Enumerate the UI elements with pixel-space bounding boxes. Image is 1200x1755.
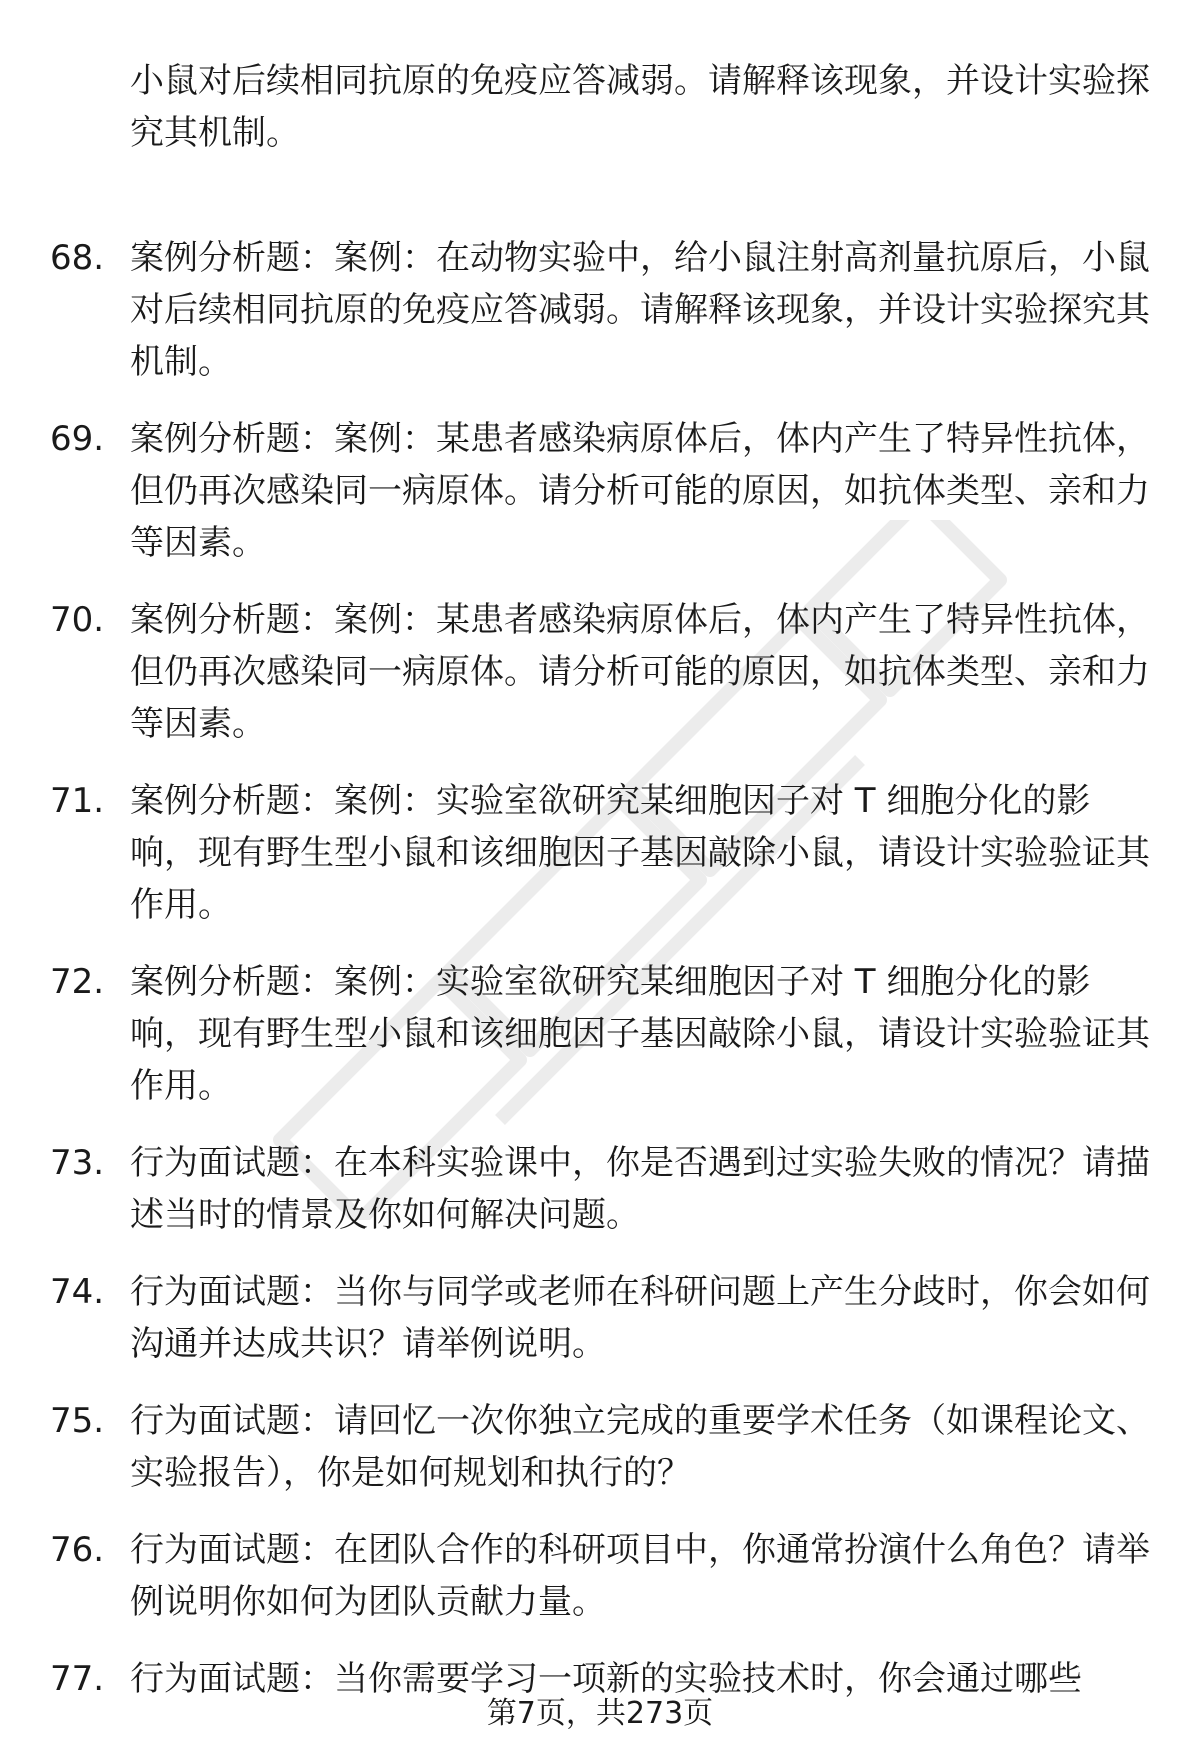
question-list <box>50 232 1150 1730</box>
question-text: 行为面试题：当你需要学习一项新的实验技术时，你会通过哪些 <box>130 1659 1082 1699</box>
question-number: 74. <box>50 1272 105 1312</box>
question-text: 行为面试题：请回忆一次你独立完成的重要学术任务（如课程论文、实验报告），你是如何规划和执行的？ <box>130 1401 1150 1493</box>
list-item <box>50 594 1150 750</box>
question-text: 行为面试题：在本科实验课中，你是否遇到过实验失败的情况？请描述当时的情景及你如何解决问题。 <box>130 1143 1150 1235</box>
question-text: 案例分析题：案例：某患者感染病原体后，体内产生了特异性抗体，但仍再次感染同一病原体。请分析可能的原因，如抗体类型、亲和力等因素。 <box>130 419 1150 563</box>
question-text: 案例分析题：案例：实验室欲研究某细胞因子对 T 细胞分化的影响，现有野生型小鼠和该细胞因子基因敲除小鼠，请设计实验验证其作用。 <box>130 781 1150 925</box>
list-item <box>50 1137 1150 1241</box>
question-number: 68. <box>50 238 105 278</box>
question-number: 69. <box>50 419 105 459</box>
question-text: 案例分析题：案例：实验室欲研究某细胞因子对 T 细胞分化的影响，现有野生型小鼠和该细胞因子基因敲除小鼠，请设计实验验证其作用。 <box>130 962 1150 1106</box>
question-text: 行为面试题：当你与同学或老师在科研问题上产生分歧时，你会如何沟通并达成共识？请举例说明。 <box>130 1272 1150 1364</box>
question-number: 70. <box>50 600 105 640</box>
list-item <box>50 413 1150 569</box>
list-item <box>50 1395 1150 1499</box>
list-item <box>50 1266 1150 1370</box>
question-number: 76. <box>50 1530 105 1570</box>
question-number: 72. <box>50 962 105 1002</box>
list-item <box>50 232 1150 388</box>
question-number: 73. <box>50 1143 105 1183</box>
page-footer: 第7页，共273页 <box>486 1696 714 1731</box>
question-number: 75. <box>50 1401 105 1441</box>
question-number: 77. <box>50 1659 105 1699</box>
question-text: 案例分析题：案例：某患者感染病原体后，体内产生了特异性抗体，但仍再次感染同一病原体。请分析可能的原因，如抗体类型、亲和力等因素。 <box>130 600 1150 744</box>
list-item <box>50 956 1150 1112</box>
question-text: 案例分析题：案例：在动物实验中，给小鼠注射高剂量抗原后，小鼠对后续相同抗原的免疫应答减弱。请解释该现象，并设计实验探究其机制。 <box>130 238 1150 382</box>
list-item <box>50 1524 1150 1628</box>
question-number: 71. <box>50 781 105 821</box>
list-item <box>50 775 1150 931</box>
carryover-paragraph: 小鼠对后续相同抗原的免疫应答减弱。请解释该现象，并设计实验探究其机制。 <box>130 61 1150 153</box>
question-text: 行为面试题：在团队合作的科研项目中，你通常扮演什么角色？请举例说明你如何为团队贡献力量。 <box>130 1530 1150 1622</box>
